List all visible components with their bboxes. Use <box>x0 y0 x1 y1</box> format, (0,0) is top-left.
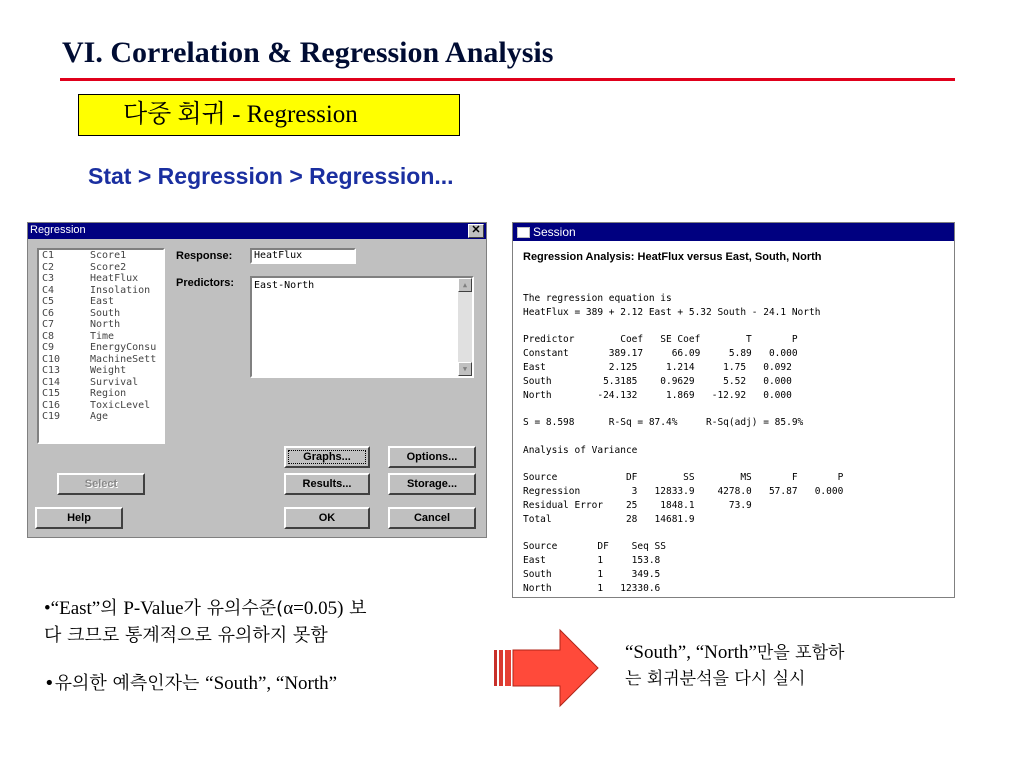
cancel-button[interactable]: Cancel <box>388 507 476 529</box>
session-output-line: The regression equation is <box>523 293 672 304</box>
variable-name: HeatFlux <box>90 273 139 284</box>
storage-button[interactable]: Storage... <box>388 473 476 495</box>
right-arrow-icon <box>490 628 602 708</box>
scroll-up-icon[interactable]: ▲ <box>458 278 472 292</box>
variable-name: Score2 <box>90 261 127 273</box>
bullet-pvalue-text: P-Value <box>123 598 184 619</box>
variable-row[interactable] <box>39 262 163 274</box>
ok-button[interactable]: OK <box>284 507 370 529</box>
results-button[interactable]: Results... <box>284 473 370 495</box>
session-output-line: South 1 349.5 <box>523 569 661 580</box>
variable-name: East <box>90 296 115 307</box>
variable-column-id: C5 <box>42 296 55 307</box>
variable-row[interactable] <box>39 273 163 285</box>
bullet-significant-label: •유의한 예측인자는 <box>44 673 206 694</box>
bullet-east-pvalue-line2: 다 크므로 통계적으로 유의하지 못함 <box>44 625 328 646</box>
session-output-line: Source DF SS MS F P <box>523 472 844 484</box>
session-titlebar[interactable] <box>513 223 955 241</box>
options-button[interactable]: Options... <box>388 446 476 468</box>
variable-column-id: C14 <box>42 376 61 388</box>
variable-name: South <box>90 307 121 319</box>
session-output-line: Source DF Seq SS <box>523 541 666 553</box>
regression-dialog <box>27 222 487 538</box>
variable-row[interactable] <box>39 342 163 354</box>
variable-name: ToxicLevel <box>90 399 151 411</box>
session-output-line: North -24.132 1.869 -12.92 0.000 <box>523 389 792 401</box>
bullet-significant-vars: “South”, “North” <box>205 673 338 694</box>
variable-row[interactable] <box>39 365 163 377</box>
session-output-line: South 5.3185 0.9629 5.52 0.000 <box>523 375 792 387</box>
session-output-line: Regression 3 12833.9 4278.0 57.87 0.000 <box>523 486 844 498</box>
session-output-line: S = 8.598 R-Sq = 87.4% R-Sq(adj) = 85.9% <box>523 417 804 429</box>
variable-column-id: C10 <box>42 353 61 365</box>
variable-column-id: C2 <box>42 261 55 273</box>
variable-row[interactable] <box>39 388 163 400</box>
variable-column-id: C6 <box>42 307 55 319</box>
window-icon <box>517 227 530 238</box>
session-title: Session <box>533 225 576 239</box>
variable-column-id: C8 <box>42 330 55 342</box>
variable-column-id: C9 <box>42 342 55 353</box>
session-output-line: Analysis of Variance <box>523 444 638 456</box>
variable-row[interactable] <box>39 296 163 308</box>
select-button[interactable]: Select <box>57 473 145 495</box>
variable-name: Age <box>90 411 109 422</box>
dialog-titlebar[interactable] <box>28 223 486 239</box>
response-label: Response: <box>176 250 233 262</box>
variable-name: Time <box>90 330 115 342</box>
variable-name: Score1 <box>90 250 127 261</box>
help-button[interactable]: Help <box>35 507 123 529</box>
scroll-down-icon[interactable]: ▼ <box>458 362 472 376</box>
variable-column-id: C7 <box>42 319 55 330</box>
predictors-value: East-North <box>254 280 315 291</box>
predictors-input[interactable] <box>250 276 474 378</box>
variable-name: MachineSett <box>90 353 157 365</box>
bullet-east-pvalue <box>44 594 367 620</box>
session-heading: Regression Analysis: HeatFlux versus East, South, North <box>523 251 822 263</box>
session-output-line: East 2.125 1.214 1.75 0.092 <box>523 362 792 373</box>
result-line1-text: 만을 포함하 <box>756 643 845 663</box>
predictors-label: Predictors: <box>176 277 235 289</box>
variable-list[interactable] <box>37 248 165 444</box>
title-divider <box>60 78 955 81</box>
dialog-title: Regression <box>30 224 86 236</box>
session-output-line: Residual Error 25 1848.1 73.9 <box>523 500 752 511</box>
result-line-2: 는 회귀분석을 다시 실시 <box>625 669 806 689</box>
variable-name: North <box>90 319 121 330</box>
variable-row[interactable] <box>39 354 163 366</box>
menu-path: Stat > Regression > Regression... <box>88 163 454 189</box>
variable-row[interactable] <box>39 411 163 423</box>
variable-name: Insolation <box>90 284 151 296</box>
result-line-1 <box>625 640 844 666</box>
variable-column-id: C4 <box>42 284 55 296</box>
variable-row[interactable] <box>39 377 163 389</box>
variable-column-id: C15 <box>42 388 61 399</box>
bullet-significance-text: 가 유의수준( <box>183 598 284 619</box>
session-output-line: North 1 12330.6 <box>523 582 661 594</box>
variable-row[interactable] <box>39 331 163 343</box>
variable-row[interactable] <box>39 308 163 320</box>
variable-row[interactable] <box>39 285 163 297</box>
variable-column-id: C3 <box>42 273 55 284</box>
bullet-significant-predictors <box>44 669 337 695</box>
subtitle-box: 다중 회귀 - Regression <box>78 94 460 136</box>
bullet-tail-text: 보 <box>343 598 367 619</box>
session-output-line: East 1 153.8 <box>523 555 661 567</box>
session-window <box>512 222 955 598</box>
variable-name: Weight <box>90 365 127 376</box>
variable-row[interactable] <box>39 400 163 412</box>
bullet-particle: 의 <box>100 598 124 619</box>
variable-column-id: C13 <box>42 365 61 376</box>
close-icon[interactable]: ✕ <box>468 224 484 238</box>
variable-row[interactable] <box>39 250 163 262</box>
variable-row[interactable] <box>39 319 163 331</box>
session-output-line: Constant 389.17 66.09 5.89 0.000 <box>523 348 798 360</box>
variable-column-id: C19 <box>42 411 61 422</box>
session-output-line: Predictor Coef SE Coef T P <box>523 334 798 346</box>
variable-name: Region <box>90 388 127 399</box>
slide-title: VI. Correlation & Regression Analysis <box>62 36 554 69</box>
response-input[interactable]: HeatFlux <box>250 248 356 264</box>
variable-name: EnergyConsu <box>90 342 157 353</box>
result-vars: “South”, “North” <box>625 642 757 663</box>
graphs-button[interactable]: Graphs... <box>284 446 370 468</box>
bullet-east-text: •“East” <box>44 598 101 619</box>
variable-column-id: C1 <box>42 250 55 261</box>
variable-column-id: C16 <box>42 399 61 411</box>
bullet-alpha-text: α=0.05) <box>283 598 344 619</box>
variable-name: Survival <box>90 376 139 388</box>
result-note <box>625 640 844 692</box>
predictors-scrollbar[interactable] <box>458 278 472 376</box>
session-output-line: HeatFlux = 389 + 2.12 East + 5.32 South - 24.1 North <box>523 306 821 318</box>
session-output-line: Total 28 14681.9 <box>523 513 695 525</box>
